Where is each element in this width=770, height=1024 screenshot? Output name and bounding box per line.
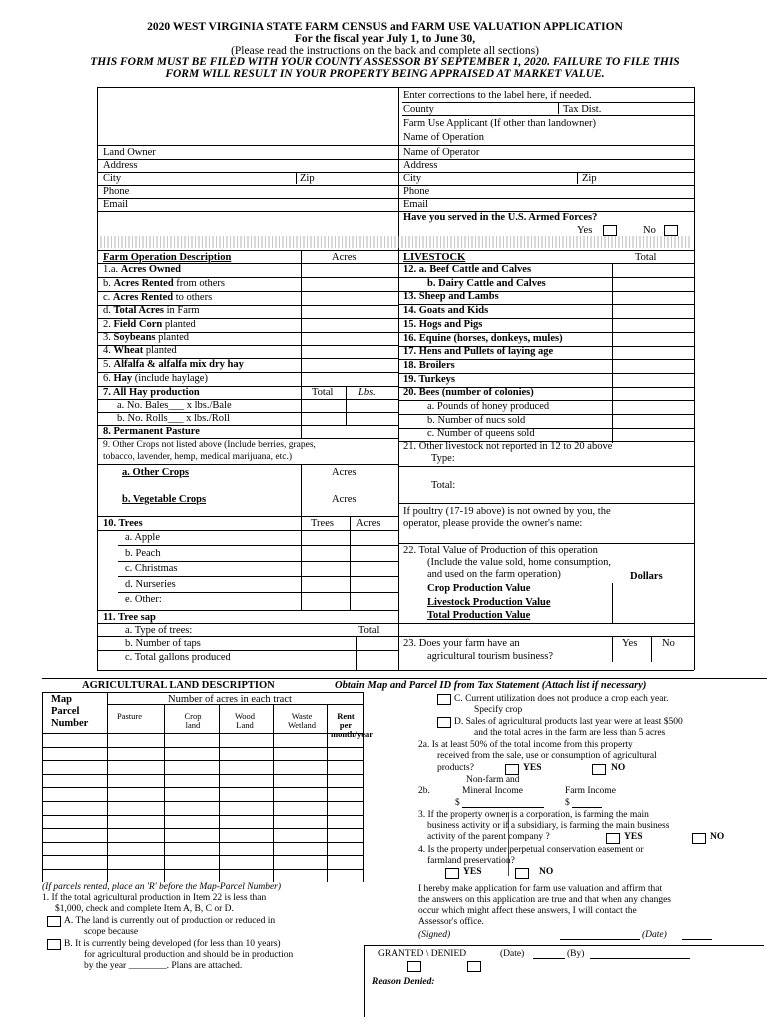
farm-row-2[interactable] (103, 292, 212, 303)
livestock-row-10[interactable]: a. Pounds of honey produced (427, 401, 550, 412)
question-2a-line-3: products? (437, 763, 474, 773)
option-a-line-1: A. The land is currently out of production or reduced in (64, 916, 276, 926)
farm-row-number: 3. (103, 332, 111, 343)
armed-forces-yes-label: Yes (577, 225, 593, 236)
farm-row-suffix: to others (173, 292, 213, 303)
livestock-row-11[interactable]: b. Number of nucs sold (427, 414, 526, 426)
trees-count-header: Trees (311, 518, 334, 529)
sap-tree-type-field[interactable]: a. Type of trees: (125, 625, 193, 636)
vegetable-crops-acres-label: Acres (332, 494, 357, 505)
livestock-row-9[interactable]: 20. Bees (number of colonies) (403, 387, 534, 399)
farm-income-label: Farm Income (565, 786, 616, 796)
other-livestock-total-field[interactable]: Total: (431, 480, 456, 491)
operation-name-field[interactable]: Name of Operation (403, 132, 485, 143)
agritourism-question-2: agricultural tourism business? (427, 651, 553, 662)
option-b-checkbox[interactable] (47, 939, 61, 950)
farm-income-field[interactable]: $ (565, 798, 570, 808)
armed-forces-no-label: No (643, 225, 656, 236)
total-production-value-field[interactable]: Total Production Value (427, 610, 531, 621)
farm-row-7[interactable] (103, 359, 244, 370)
farm-row-0[interactable] (103, 264, 181, 275)
sap-taps-field[interactable]: b. Number of taps (125, 638, 201, 649)
question-4-no-checkbox[interactable] (515, 868, 529, 879)
tree-row-2[interactable]: c. Christmas (125, 563, 178, 574)
farm-row-label: Total Acres (113, 305, 164, 316)
cropland-col-header: Crop land (184, 711, 202, 730)
option-d-checkbox[interactable] (437, 717, 451, 728)
county-field[interactable]: County (403, 104, 434, 115)
question-3-yes-checkbox[interactable] (606, 833, 620, 844)
farm-row-suffix: planted (155, 332, 190, 343)
farm-row-8[interactable] (103, 373, 208, 384)
livestock-row-1[interactable]: b. Dairy Cattle and Calves (427, 277, 546, 289)
farm-row-label: Acres Rented (113, 278, 174, 289)
other-crops-note-1: 9. Other Crops not listed above (Include berries, grapes, (103, 440, 316, 450)
land-parcel-row[interactable] (42, 801, 363, 802)
filing-warning-2: FORM WILL RESULT IN YOUR PROPERTY BEING APPRAISED AT MARKET VALUE. (165, 68, 605, 80)
livestock-row-12[interactable]: c. Number of queens sold (427, 428, 535, 440)
total-value-question (403, 545, 598, 556)
question-2a-line-1: 2a. Is at least 50% of the total income from this property (418, 740, 633, 750)
map-col-header: Map (51, 694, 72, 705)
tree-row-4[interactable]: e. Other: (125, 594, 162, 605)
acres-per-tract-header: Number of acres in each tract (168, 694, 292, 705)
poultry-owner-note-1: If poultry (17-19 above) is not owned by you, the (403, 506, 611, 517)
livestock-heading: LIVESTOCK (403, 252, 466, 263)
nonfarm-label: Non-farm and (466, 775, 520, 785)
operator-email-field[interactable]: Email (403, 199, 429, 210)
option-c-crop-field[interactable]: Specify crop (474, 705, 523, 715)
land-owner-field[interactable]: Land Owner (103, 147, 156, 158)
filing-warning-1: THIS FORM MUST BE FILED WITH YOUR COUNTY ASSESSOR BY SEPTEMBER 1, 2020. FAILURE TO FILE THIS (90, 56, 680, 68)
farm-row-number: d. (103, 305, 111, 316)
farm-row-number: c. (103, 292, 111, 303)
dollars-label: Dollars (630, 571, 663, 582)
agritourism-question-1: 23. Does your farm have an (403, 638, 520, 649)
farm-row-label: Soybeans (113, 332, 156, 343)
label-corrections-note: Enter corrections to the label here, if needed. (403, 90, 592, 101)
farm-row-number: 2. (103, 319, 111, 330)
other-crops-note-2: tobacco, lavender, hemp, medical marijuana, etc.) (103, 452, 293, 462)
farm-row-number: 6. (103, 373, 111, 384)
rent-col-header: Rent per month/year (331, 711, 374, 739)
farm-row-suffix: in Farm (163, 305, 200, 316)
tax-district-field[interactable]: Tax Dist. (563, 104, 602, 115)
farm-row-label: Alfalfa & alfalfa mix dry hay (113, 359, 244, 370)
land-parcel-row[interactable] (42, 733, 363, 734)
land-parcel-row[interactable] (42, 787, 363, 788)
question-2a-line-2: received from the sale, use or consumption of agricultural (437, 751, 657, 761)
tree-row-rule (118, 545, 398, 546)
other-crops-acres-label: Acres (332, 467, 357, 478)
hay-bales-field[interactable]: a. No. Bales___ x lbs./Bale (117, 400, 232, 411)
other-livestock-label: 21. Other livestock not reported in 12 to 20 above (403, 441, 613, 452)
owner-phone-field[interactable]: Phone (103, 186, 130, 197)
affirmation-line-4: Assessor's office. (418, 917, 484, 927)
question-2a-no-checkbox[interactable] (592, 764, 606, 775)
land-parcel-row[interactable] (42, 842, 363, 843)
option-b-line-1: B. It is currently being developed (for less than 10 years) (64, 939, 281, 949)
question-4-line-2: farmland preservation? (427, 856, 515, 866)
livestock-row-3[interactable]: 14. Goats and Kids (403, 305, 489, 317)
operator-city-field[interactable]: City (403, 173, 422, 184)
land-description-heading: AGRICULTURAL LAND DESCRIPTION (82, 680, 275, 691)
option-a-reason-field[interactable]: scope because (84, 927, 139, 937)
tree-row-1[interactable]: b. Peach (125, 547, 161, 559)
operator-address-field[interactable]: Address (403, 160, 438, 171)
operator-zip-field[interactable]: Zip (582, 173, 597, 184)
question-4-no-label: NO (539, 867, 554, 877)
question-1-line-2: $1,000, check and complete Item A, B, C or D. (55, 904, 234, 914)
total-value-label: 22. Total Value of Production of this operation (403, 545, 598, 556)
armed-forces-yes-checkbox[interactable] (603, 225, 617, 236)
question-3-line-2: business activity or if a subsidiary, is farming the main business (427, 821, 670, 831)
land-parcel-row[interactable] (42, 747, 363, 748)
rented-parcel-note: (If parcels rented, place an 'R' before the Map-Parcel Number) (42, 882, 282, 892)
tree-row-rule (118, 561, 398, 562)
farm-use-applicant-field[interactable]: Farm Use Applicant (If other than landowner) (403, 118, 597, 129)
farm-row-label: Hay (113, 373, 133, 384)
livestock-row-4[interactable]: 15. Hogs and Pigs (403, 318, 483, 330)
question-2a-yes-checkbox[interactable] (505, 764, 519, 775)
farm-row-3[interactable] (103, 305, 200, 316)
farm-row-suffix: planted (162, 319, 196, 330)
question-3-line-3: activity of the parent company ? (427, 832, 550, 842)
question-4-yes-label: YES (463, 867, 482, 877)
farm-row-label: Field Corn (113, 319, 163, 330)
livestock-row-6[interactable]: 17. Hens and Pullets of laying age (403, 346, 554, 358)
fiscal-year-line: For the fiscal year July 1, to June 30, (294, 33, 476, 45)
armed-forces-no-checkbox[interactable] (664, 225, 678, 236)
livestock-production-value-field[interactable]: Livestock Production Value (427, 597, 551, 608)
option-a-checkbox[interactable] (47, 916, 61, 927)
option-d-line-1: D. Sales of agricultural products last year were at least $500 (454, 717, 683, 727)
acres-column-header: Acres (332, 252, 357, 263)
hay-total-header: Total (312, 387, 334, 398)
affirmation-line-1: I hereby make application for farm use valuation and affirm that (418, 884, 663, 894)
woodland-col-header: Wood Land (234, 711, 256, 730)
question-3-no-checkbox[interactable] (692, 833, 706, 844)
farm-row-label: Acres Rented (112, 292, 174, 303)
total-value-note-2: and used on the farm operation) (427, 569, 561, 580)
granted-date-field[interactable]: (Date) (500, 949, 525, 959)
farm-row-4[interactable] (103, 319, 196, 330)
nonfarm-income-field[interactable]: $ (455, 798, 460, 808)
poultry-owner-note-2: operator, please provide the owner's name: (403, 518, 583, 529)
farm-row-1[interactable] (103, 278, 225, 289)
farm-row-label: Wheat (113, 345, 144, 356)
land-parcel-row[interactable] (42, 855, 363, 856)
tree-row-3[interactable]: d. Nurseries (125, 578, 176, 590)
question-3-no-label: NO (710, 832, 725, 842)
owner-city-field[interactable]: City (103, 173, 122, 184)
affirmation-line-2: the answers on this application are true and that when any changes (418, 895, 671, 905)
trees-heading: 10. Trees (103, 518, 143, 529)
farm-row-number: 1.a. (103, 264, 119, 275)
question-1-line-1: 1. If the total agricultural production in Item 22 is less than (42, 893, 267, 903)
option-c-checkbox[interactable] (437, 694, 451, 705)
tree-row-rule (118, 592, 398, 593)
number-col-header: Number (51, 718, 89, 729)
question-3-yes-label: YES (624, 832, 643, 842)
question-4-yes-checkbox[interactable] (445, 868, 459, 879)
other-livestock-type-field[interactable]: Type: (431, 453, 455, 464)
denied-checkbox[interactable] (467, 961, 481, 972)
instructions-line: (Please read the instructions on the back and complete all sections) (231, 45, 539, 57)
waste-wetland-col-header: Waste Wetland (287, 711, 317, 730)
land-parcel-row[interactable] (42, 774, 363, 775)
livestock-row-2[interactable]: 13. Sheep and Lambs (403, 291, 499, 303)
trees-acres-header: Acres (356, 518, 381, 529)
armed-forces-question: Have you served in the U.S. Armed Forces? (403, 212, 598, 223)
land-description-note: Obtain Map and Parcel ID from Tax Statement (Attach list if necessary) (335, 680, 647, 691)
hay-production-label: 7. All Hay production (103, 387, 200, 398)
option-d-line-2: and the total acres in the farm are less than 5 acres (474, 728, 666, 738)
farm-row-6[interactable] (103, 345, 177, 356)
granted-by-field[interactable]: (By) (567, 949, 585, 959)
vegetable-crops-field[interactable]: b. Vegetable Crops (122, 494, 207, 505)
question-4-line-1: 4. Is the property under perpetual conservation easement or (418, 845, 644, 855)
farm-row-number: 4. (103, 345, 111, 356)
owner-address-field[interactable]: Address (103, 160, 138, 171)
tree-row-0[interactable]: a. Apple (125, 532, 160, 543)
crop-production-value-field[interactable]: Crop Production Value (427, 583, 531, 594)
operator-name-field[interactable]: Name of Operator (403, 147, 480, 158)
option-b-year-field[interactable]: by the year ________. Plans are attached. (84, 961, 243, 971)
agritourism-no-box[interactable]: No (662, 638, 675, 649)
hay-lbs-header: Lbs. (358, 387, 376, 398)
livestock-row-8[interactable]: 19. Turkeys (403, 373, 455, 385)
livestock-row-0[interactable]: 12. a. Beef Cattle and Calves (403, 264, 532, 275)
agritourism-yes-box[interactable]: Yes (622, 638, 638, 649)
livestock-total-header: Total (635, 252, 657, 263)
granted-checkbox[interactable] (407, 961, 421, 972)
livestock-row-5[interactable]: 16. Equine (horses, donkeys, mules) (403, 332, 563, 344)
sap-gallons-field[interactable]: c. Total gallons produced (125, 652, 231, 663)
reason-denied-field[interactable]: Reason Denied: (372, 977, 435, 987)
question-2a-no-label: NO (611, 763, 626, 773)
signature-field[interactable]: (Signed) (418, 930, 451, 940)
signature-date-field[interactable]: (Date) (642, 930, 667, 940)
option-c-line-1: C. Current utilization does not produce a crop each year. (454, 694, 669, 704)
hay-rolls-field[interactable]: b. No. Rolls___ x lbs./Roll (117, 413, 230, 424)
sap-total-header: Total (358, 625, 380, 636)
farm-row-number: b. (103, 278, 111, 289)
permanent-pasture-field[interactable]: 8. Permanent Pasture (103, 426, 200, 437)
parcel-col-header: Parcel (51, 706, 80, 717)
owner-email-field[interactable]: Email (103, 199, 129, 210)
land-parcel-row[interactable] (42, 828, 363, 829)
farm-row-5[interactable] (103, 332, 189, 343)
farm-operation-heading: Farm Operation Description (103, 252, 232, 263)
owner-zip-field[interactable]: Zip (300, 173, 315, 184)
tree-row-rule (118, 576, 398, 577)
livestock-row-7[interactable]: 18. Broilers (403, 359, 455, 371)
granted-denied-label: GRANTED \ DENIED (378, 949, 467, 959)
farm-row-number: 5. (103, 359, 111, 370)
operator-phone-field[interactable]: Phone (403, 186, 430, 197)
land-parcel-row[interactable] (42, 760, 363, 761)
question-2a-yes-label: YES (523, 763, 542, 773)
farm-row-suffix: from others (173, 278, 225, 289)
form-title: 2020 WEST VIRGINIA STATE FARM CENSUS and FARM USE VALUATION APPLICATION (147, 21, 623, 33)
question-3-line-1: 3. If the property owner is a corporation, is farming the main (418, 810, 649, 820)
total-value-note-1: (Include the value sold, home consumption, (427, 557, 612, 568)
farm-row-suffix: planted (143, 345, 177, 356)
farm-row-label: Acres Owned (120, 264, 181, 275)
scan-noise-band (100, 236, 690, 248)
tree-sap-heading: 11. Tree sap (103, 612, 156, 623)
option-b-line-2: for agricultural production and should be in production (84, 950, 294, 960)
mineral-income-label: Mineral Income (462, 786, 523, 796)
pasture-col-header: Pasture (117, 711, 143, 721)
land-parcel-row[interactable] (42, 815, 363, 816)
land-parcel-row[interactable] (42, 869, 363, 870)
question-2b-label: 2b. (418, 786, 430, 796)
other-crops-field[interactable]: a. Other Crops (122, 467, 189, 478)
farm-row-suffix: (include haylage) (132, 373, 208, 384)
affirmation-line-3: occur which might affect these answers, I will contact the (418, 906, 637, 916)
